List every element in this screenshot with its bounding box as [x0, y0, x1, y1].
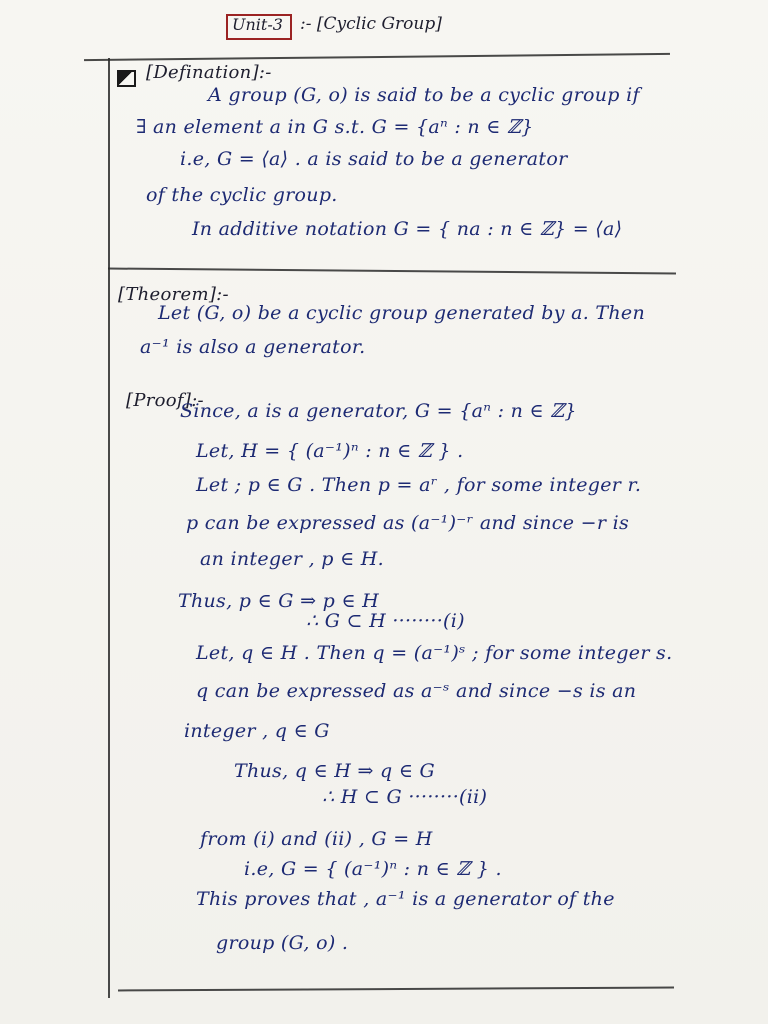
- proof-line-8: Let, q ∈ H . Then q = (a⁻¹)ˢ ; for some integer s.: [196, 642, 673, 664]
- theorem-heading: [Theorem]:-: [118, 284, 229, 305]
- proof-line-12: ∴ H ⊂ G ········(ii): [322, 786, 488, 808]
- bottom-rule: [118, 987, 674, 992]
- page-title: :- [Cyclic Group]: [300, 14, 442, 34]
- proof-line-14: i.e, G = { (a⁻¹)ⁿ : n ∈ ℤ } .: [244, 858, 502, 880]
- proof-heading: [Proof]:-: [126, 390, 204, 411]
- proof-line-1: Since, a is a generator, G = {aⁿ : n ∈ ℤ}: [180, 400, 577, 422]
- definition-line-5: In additive notation G = { na : n ∈ ℤ} = ⟨a⟩: [192, 218, 623, 240]
- proof-line-2: Let, H = { (a⁻¹)ⁿ : n ∈ ℤ } .: [196, 440, 464, 462]
- proof-line-15: This proves that , a⁻¹ is a generator of the: [196, 888, 615, 910]
- proof-line-5: an integer , p ∈ H.: [200, 548, 385, 570]
- proof-line-13: from (i) and (ii) , G = H: [200, 828, 433, 850]
- proof-line-7: ∴ G ⊂ H ········(i): [306, 610, 465, 632]
- definition-line-3: i.e, G = ⟨a⟩ . a is said to be a generator: [180, 148, 568, 170]
- proof-line-6: Thus, p ∈ G ⇒ p ∈ H: [178, 590, 380, 612]
- theorem-line-1: Let (G, o) be a cyclic group generated by a. Then: [158, 302, 646, 324]
- definition-line-4: of the cyclic group.: [146, 184, 338, 206]
- theorem-line-2: a⁻¹ is also a generator.: [140, 336, 366, 358]
- margin-line: [108, 58, 110, 998]
- definition-line-2: ∃ an element a in G s.t. G = {aⁿ : n ∈ ℤ}: [136, 116, 534, 138]
- definition-line-1: A group (G, o) is said to be a cyclic group if: [208, 84, 640, 106]
- unit-label: Unit-3: [232, 15, 283, 34]
- proof-line-4: p can be expressed as (a⁻¹)⁻ʳ and since −r is: [186, 512, 629, 534]
- proof-line-3: Let ; p ∈ G . Then p = aʳ , for some integer r.: [196, 474, 642, 496]
- definition-heading: [Defination]:-: [146, 62, 272, 83]
- proof-line-11: Thus, q ∈ H ⇒ q ∈ G: [234, 760, 436, 782]
- top-rule: [84, 53, 670, 61]
- proof-line-10: integer , q ∈ G: [184, 720, 330, 742]
- checkbox-icon: [117, 70, 136, 87]
- proof-line-9: q can be expressed as a⁻ˢ and since −s is an: [196, 680, 637, 702]
- proof-line-16: group (G, o) .: [216, 932, 349, 954]
- section-rule: [108, 268, 676, 275]
